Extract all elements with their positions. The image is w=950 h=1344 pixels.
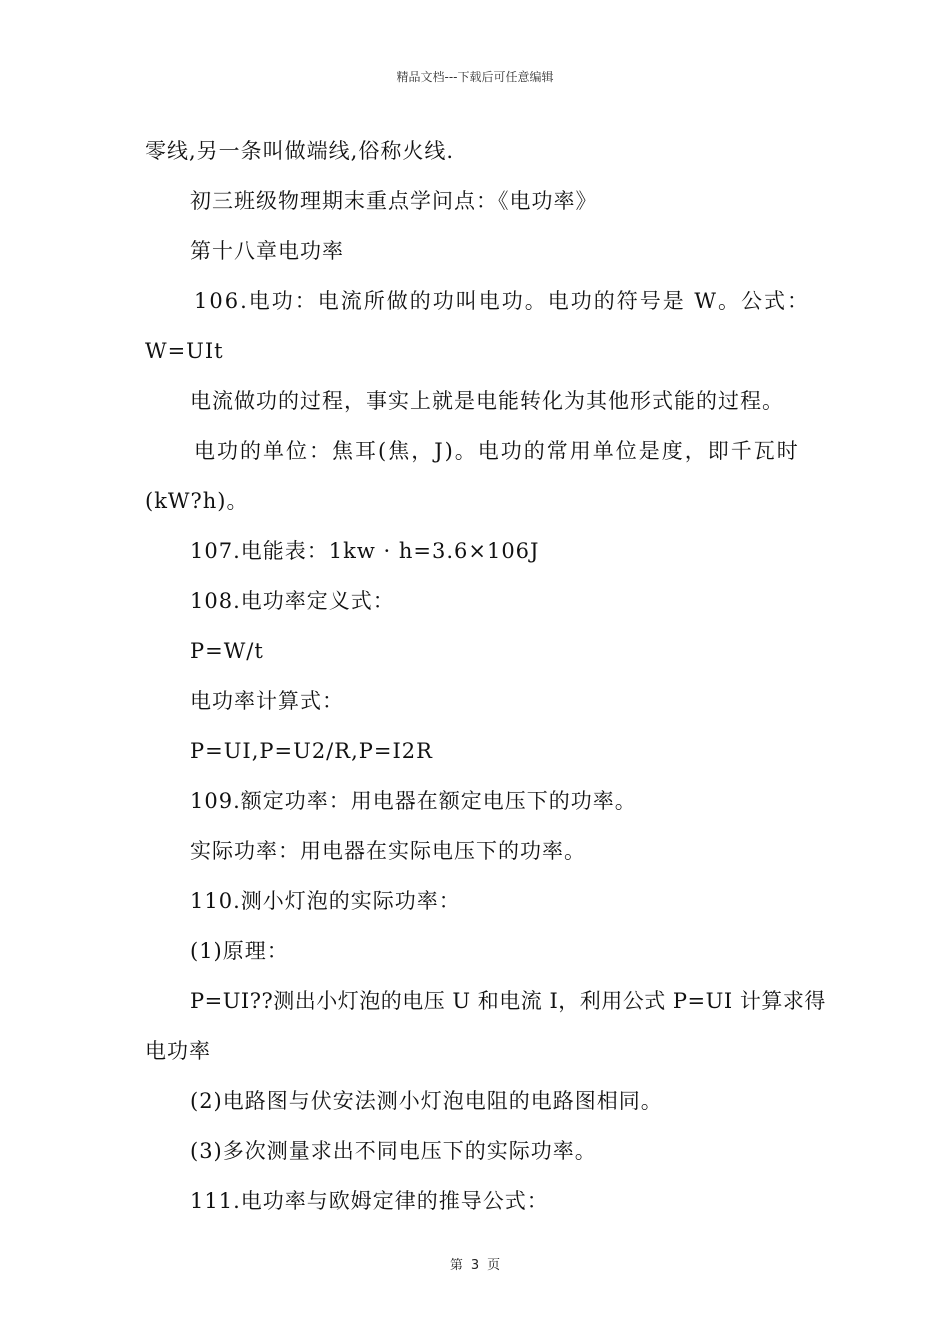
formula-line: P=W/t xyxy=(190,639,264,663)
text-line: (kW?h)。 xyxy=(145,489,249,513)
text-line: 110.测小灯泡的实际功率： xyxy=(190,889,461,913)
section-title: 初三班级物理期末重点学问点：《电功率》 xyxy=(190,189,598,213)
text-line: 电流做功的过程，事实上就是电能转化为其他形式能的过程。 xyxy=(190,389,784,413)
text-line: 电功率 xyxy=(145,1039,211,1063)
text-line: (1)原理： xyxy=(190,939,289,963)
footer-suffix: 页 xyxy=(487,1258,501,1273)
text-line: 111.电功率与欧姆定律的推导公式： xyxy=(190,1189,549,1213)
text-line: 107.电能表：1kw · h=3.6×106J xyxy=(190,539,540,563)
text-line: 电功率计算式： xyxy=(190,689,344,713)
page-footer xyxy=(0,1254,950,1273)
text-line: W=UIt xyxy=(145,339,224,363)
chapter-title: 第十八章电功率 xyxy=(190,239,344,263)
text-line: 实际功率：用电器在实际电压下的功率。 xyxy=(190,839,586,863)
text-line: (2)电路图与伏安法测小灯泡电阻的电路图相同。 xyxy=(190,1089,663,1113)
text-line: 106.电功：电流所做的功叫电功。电功的符号是 W。公式： xyxy=(194,289,811,313)
page-header xyxy=(0,68,950,85)
text-line: 108.电功率定义式： xyxy=(190,589,395,613)
header-text: 精品文档---下载后可任意编辑 xyxy=(396,70,554,84)
formula-line: P=UI,P=U2/R,P=I2R xyxy=(190,739,433,763)
text-line: (3)多次测量求出不同电压下的实际功率。 xyxy=(190,1139,597,1163)
text-line: 零线,另一条叫做端线,俗称火线. xyxy=(145,139,455,163)
footer-prefix: 第 xyxy=(449,1258,463,1273)
text-line: P=UI??测出小灯泡的电压 U 和电流 I，利用公式 P=UI 计算求得 xyxy=(190,989,826,1013)
page-number: 3 xyxy=(470,1258,480,1273)
text-line: 109.额定功率：用电器在额定电压下的功率。 xyxy=(190,789,637,813)
text-line: 电功的单位：焦耳(焦，J)。电功的常用单位是度，即千瓦时 xyxy=(194,439,800,463)
